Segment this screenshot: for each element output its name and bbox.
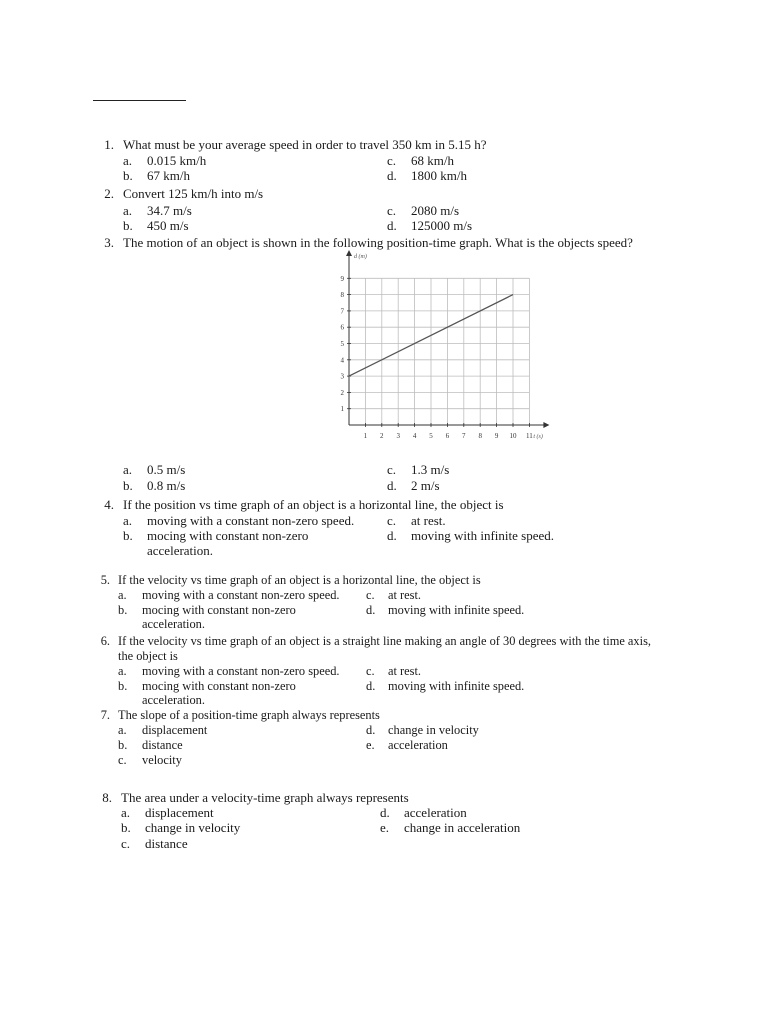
option-b: distance [142,738,183,752]
option-d: change in velocity [388,723,479,737]
question-text: Convert 125 km/h into m/s [123,186,264,201]
option-letter: c. [366,588,375,602]
option-letter: b. [123,528,133,543]
question-text: If the position vs time graph of an object is a horizontal line, the object is [123,497,504,512]
option-a: 0.5 m/s [147,462,186,477]
option-letter: d. [366,603,376,617]
x-tick-label: 7 [462,432,466,440]
option-e: acceleration [388,738,448,752]
option-letter: c. [118,753,127,767]
y-tick-label: 6 [340,323,344,332]
option-letter: d. [380,805,390,820]
option-c: 2080 m/s [411,203,460,218]
question-text-continued: the object is [118,649,178,663]
question-text: The slope of a position-time graph always represents [118,708,380,722]
option-a: moving with a constant non-zero speed. [142,664,340,678]
x-tick-label: 5 [429,432,433,440]
option-c: 1.3 m/s [411,462,450,477]
question-number: 3. [104,235,114,250]
question-text: If the velocity vs time graph of an object is a straight line making an angle of 30 degrees with the time axis, [118,634,651,648]
option-letter: c. [387,462,397,477]
option-letter: c. [387,513,397,528]
question-number: 8. [102,790,112,805]
x-tick-label: 6 [445,432,450,440]
option-a: displacement [145,805,214,820]
option-a: displacement [142,723,208,737]
option-a: moving with a constant non-zero speed. [147,513,355,528]
x-tick-label: 2 [380,432,384,440]
option-letter: b. [118,679,128,693]
option-letter: a. [123,462,133,477]
position-time-graph [330,248,543,443]
option-c: at rest. [388,588,422,602]
option-letter: c. [387,153,397,168]
question-number: 4. [104,497,114,512]
option-letter: e. [380,820,390,835]
option-c: 68 km/h [411,153,454,168]
option-letter: d. [387,168,397,183]
option-b: 67 km/h [147,168,190,183]
option-c: at rest. [411,513,446,528]
option-letter: d. [366,679,376,693]
x-tick-label: 10 [509,432,517,440]
question-number: 6. [100,634,110,648]
option-d: 125000 m/s [411,218,473,233]
option-letter: a. [118,664,127,678]
option-a: moving with a constant non-zero speed. [142,588,340,602]
y-tick-label: 9 [340,274,344,283]
option-b: mocing with constant non-zero [142,603,296,617]
question-text: If the velocity vs time graph of an object is a horizontal line, the object is [118,573,481,587]
option-letter: a. [118,588,127,602]
option-letter: c. [366,664,375,678]
x-tick-label: 3 [396,432,400,440]
question-text: What must be your average speed in order to travel 350 km in 5.15 h? [123,137,487,152]
option-letter: a. [123,153,133,168]
option-letter: e. [366,738,375,752]
question-text: The motion of an object is shown in the following position-time graph. What is the objects speed? [123,235,633,250]
option-letter: b. [123,218,133,233]
x-tick-label: 11 [526,432,533,440]
option-d: moving with infinite speed. [388,603,525,617]
y-tick-label: 8 [340,291,344,300]
question-number: 5. [100,573,110,587]
option-letter: a. [123,203,133,218]
option-letter: b. [118,738,128,752]
option-c: at rest. [388,664,422,678]
option-d: moving with infinite speed. [411,528,554,543]
question-number: 1. [104,137,114,152]
option-letter: b. [118,603,128,617]
option-letter: d. [387,528,397,543]
x-axis-label: t (s) [533,434,543,440]
option-letter: c. [121,836,131,851]
option-b-continued: acceleration. [142,693,205,707]
y-tick-label: 4 [340,356,344,365]
x-tick-label: 4 [412,432,417,440]
option-a: 34.7 m/s [147,203,192,218]
y-axis-label: d (m) [354,254,367,260]
option-letter: d. [387,478,397,493]
name-blank-line [93,100,186,101]
option-letter: a. [118,723,127,737]
y-tick-label: 2 [340,388,344,397]
y-tick-label: 3 [340,372,344,381]
x-axis-arrow [543,422,549,428]
option-d: 1800 km/h [411,168,467,183]
option-letter: a. [123,513,133,528]
option-b-continued: acceleration. [147,543,214,558]
option-letter: a. [121,805,131,820]
option-d: acceleration [404,805,467,820]
y-tick-label: 7 [340,307,344,316]
question-text: The area under a velocity-time graph always represents [121,790,409,805]
question-number: 2. [104,186,114,201]
y-axis-arrow [346,250,352,256]
x-tick-label: 8 [478,432,482,440]
option-c: distance [145,836,188,851]
y-tick-label: 1 [340,405,344,414]
option-letter: b. [123,168,133,183]
option-b-continued: acceleration. [142,617,205,631]
x-tick-label: 9 [494,432,499,440]
option-b: 0.8 m/s [147,478,186,493]
option-letter: b. [123,478,133,493]
option-d: moving with infinite speed. [388,679,525,693]
option-c: velocity [142,753,182,767]
option-b: change in velocity [145,820,241,835]
option-letter: d. [366,723,376,737]
option-d: 2 m/s [411,478,440,493]
option-letter: b. [121,820,131,835]
option-letter: d. [387,218,397,233]
option-b: mocing with constant non-zero [147,528,309,543]
option-b: 450 m/s [147,218,189,233]
x-tick-label: 1 [363,432,368,440]
y-tick-label: 5 [340,340,344,348]
question-number: 7. [100,708,110,722]
option-letter: c. [387,203,397,218]
option-a: 0.015 km/h [147,153,207,168]
option-e: change in acceleration [404,820,521,835]
option-b: mocing with constant non-zero [142,679,296,693]
